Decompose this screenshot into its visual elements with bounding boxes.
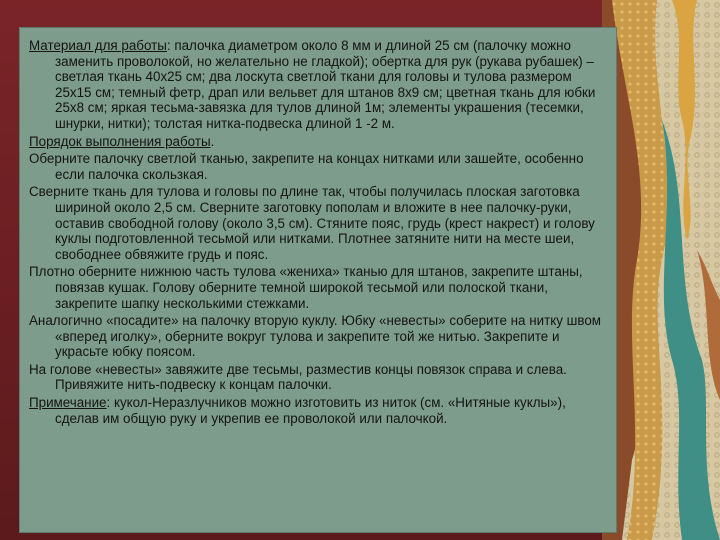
step-2-paragraph: Сверните ткань для тулова и головы по длине так, чтобы получилась плоская заготовка шириной около 2,5 см. Сверните заготовку пополам и вложите в нее палочку-руки, оставив свободной голову (около 3,5 см). Стяните пояс, грудь (крест накрест) и голову куклы подготовленной тесьмой или нитками. Плотнее затяните нити на месте шеи, свободнее обвяжите грудь и пояс.	[29, 184, 595, 262]
decorative-art	[602, 0, 720, 540]
step-3-paragraph: Плотно оберните нижнюю часть тулова «жениха» тканью для штанов, закрепите штаны, повязав кушак. Голову оберните темной широкой тесьмой или полоской ткани, закрепите шапку несколькими стежками.	[29, 264, 583, 311]
step-5-paragraph: На голове «невесты» завяжите две тесьмы, разместив концы повязок справа и слева. Привяжите нить-подвеску к концам палочки.	[29, 361, 567, 393]
note-text: : кукол-Неразлучников можно изготовить из ниток (см. «Нитяные куклы»), сделав им общую руку и укрепив ее проволокой или палочкой.	[55, 395, 566, 426]
procedure-heading-paragraph	[29, 134, 604, 150]
instructions-text	[29, 38, 604, 428]
procedure-heading-suffix: .	[210, 133, 215, 149]
note-paragraph	[29, 395, 604, 426]
materials-paragraph	[29, 38, 604, 132]
materials-heading: Материал для работы	[29, 38, 167, 53]
materials-text: : палочка диаметром около 8 мм и длиной 25 см (палочку можно заменить проволокой, но желательно не гладкой); обертка для рук (рукава рубашек) – светлая ткань 40х25 см; два лоскута светлой ткани для головы и тулова размером 25х15 см; темный фетр, драп или вельвет для штанов 8х9 см; цветная ткань для юбки 25х8 см; яркая тесьма-завязка для тулов длиной 1м; элементы украшения (тесемки, шнурки, нитки); толстая нитка-подвеска длиной 1 -2 м.	[55, 38, 596, 131]
step-4-paragraph: Аналогично «посадите» на палочку вторую куклу. Юбку «невесты» соберите на нитку швом «вперед иголку», оберните вокруг тулова и закрепите той же нитью. Закрепите и украсьте юбку поясом.	[29, 313, 602, 360]
note-heading: Примечание	[29, 395, 107, 411]
procedure-heading: Порядок выполнения работы	[29, 133, 211, 149]
decorative-side-panel	[602, 0, 720, 540]
step-1-paragraph: Оберните палочку светлой тканью, закрепите на концах нитками или зашейте, особенно если палочка скользкая.	[29, 151, 584, 182]
